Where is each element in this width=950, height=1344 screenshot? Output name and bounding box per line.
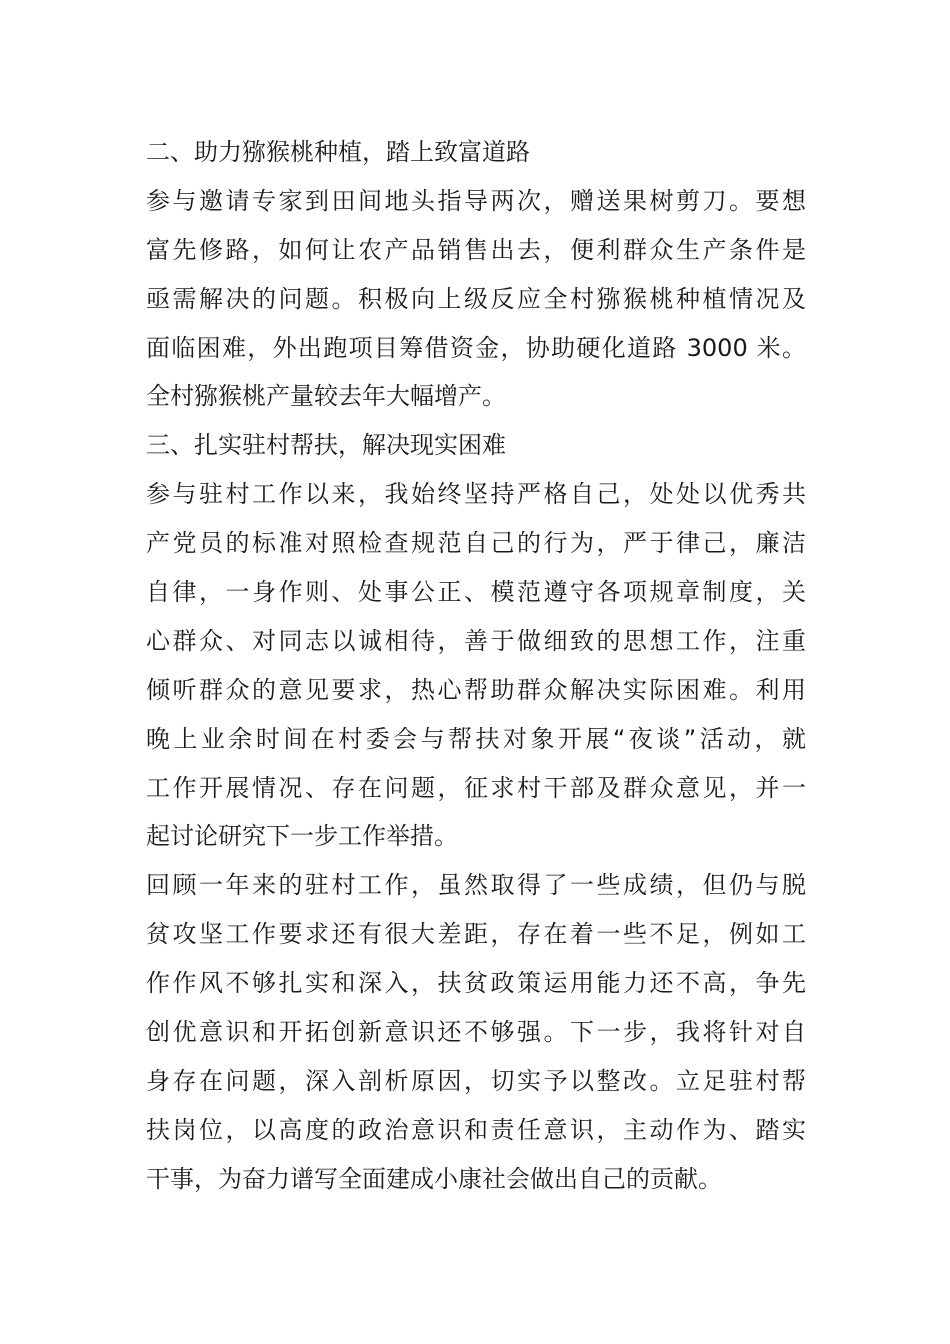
text-line: 参与驻村工作以来，我始终坚持严格自己，处处以优秀共: [146, 480, 806, 509]
text-line: 贫攻坚工作要求还有很大差距，存在着一些不足，例如工: [146, 920, 806, 949]
text-line: 晚上业余时间在村委会与帮扶对象开展“夜谈”活动，就: [146, 724, 806, 753]
text-line: 回顾一年来的驻村工作，虽然取得了一些成绩，但仍与脱: [146, 871, 806, 900]
text-line: 干事，为奋力谱写全面建成小康社会做出自己的贡献。: [146, 1164, 722, 1193]
text-line: 起讨论研究下一步工作举措。: [146, 822, 458, 851]
text-line: 创优意识和开拓创新意识还不够强。下一步，我将针对自: [146, 1018, 806, 1047]
document-body: [146, 128, 806, 1204]
text-line: 富先修路，如何让农产品销售出去，便利群众生产条件是: [146, 235, 806, 264]
text-line: 倾听群众的意见要求，热心帮助群众解决实际困难。利用: [146, 675, 806, 704]
text-line: 工作开展情况、存在问题，征求村干部及群众意见，并一: [146, 773, 806, 802]
text-line: 全村猕猴桃产量较去年大幅增产。: [146, 382, 506, 411]
text-line: 面临困难，外出跑项目筹借资金，协助硬化道路 3000 米。: [146, 333, 806, 362]
text-line: 参与邀请专家到田间地头指导两次，赠送果树剪刀。要想: [146, 186, 806, 215]
text-line: 产党员的标准对照检查规范自己的行为，严于律己，廉洁: [146, 529, 806, 558]
section-heading-3: 三、扎实驻村帮扶，解决现实困难: [146, 431, 506, 460]
text-line: 心群众、对同志以诚相待，善于做细致的思想工作，注重: [146, 626, 806, 655]
section-heading-2: 二、助力猕猴桃种植，踏上致富道路: [146, 138, 530, 166]
text-line: 扶岗位，以高度的政治意识和责任意识，主动作为、踏实: [146, 1115, 806, 1144]
text-line: 作作风不够扎实和深入，扶贫政策运用能力还不高，争先: [146, 969, 806, 998]
text-line: 自律，一身作则、处事公正、模范遵守各项规章制度，关: [146, 578, 806, 607]
text-line: 亟需解决的问题。积极向上级反应全村猕猴桃种植情况及: [146, 284, 806, 313]
text-line: 身存在问题，深入剖析原因，切实予以整改。立足驻村帮: [146, 1066, 806, 1095]
